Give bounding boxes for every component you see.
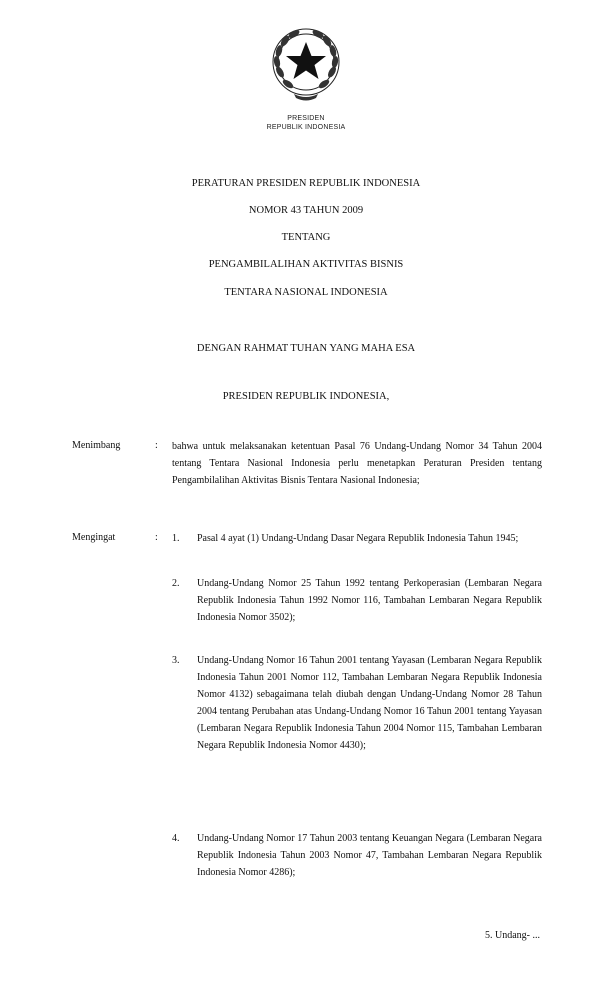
menimbang-label: Menimbang (72, 440, 121, 451)
page-continuation: 5. Undang- ... (485, 930, 540, 941)
document-number: NOMOR 43 TAHUN 2009 (248, 205, 364, 216)
office-title: PRESIDEN (287, 115, 325, 122)
list-item-text: Undang-Undang Nomor 17 Tahun 2003 tentang Keuangan Negara (Lembaran Negara Republik Indonesia Tahun 2003 Nomor 47, Tambahan Lembaran Negara Republik Indonesia Nomor 4286); (197, 833, 542, 878)
list-item-text: Pasal 4 ayat (1) Undang-Undang Dasar Negara Republik Indonesia Tahun 1945; (197, 533, 519, 544)
document-subject-line2: TENTARA NASIONAL INDONESIA (224, 287, 388, 298)
issuer: PRESIDEN REPUBLIK INDONESIA, (222, 391, 390, 402)
mengingat-label: Mengingat (72, 532, 116, 543)
list-item (172, 530, 542, 547)
document-title: PERATURAN PRESIDEN REPUBLIK INDONESIA (191, 178, 421, 189)
invocation: DENGAN RAHMAT TUHAN YANG MAHA ESA (196, 343, 416, 354)
document-about: TENTANG (281, 232, 331, 243)
list-item (172, 575, 542, 626)
list-item-number: 3. (172, 655, 180, 666)
list-item-number: 2. (172, 578, 180, 589)
list-item (172, 652, 542, 754)
list-item-text: Undang-Undang Nomor 16 Tahun 2001 tentang Yayasan (Lembaran Negara Republik Indonesia Tahun 2001 Nomor 112, Tambahan Lembaran Negara Republik Indonesia Nomor 4132) sebagaimana telah diubah dengan Undang-Undang Nomor 28 Tahun 2004 tentang Perubahan atas Undang-Undang Nomor 16 Tahun 2001 tentang Yayasan (Lembaran Negara Republik Indonesia Tahun 2004 Nomor 115, Tambahan Lembaran Negara Republik Indonesia Nomor 4430); (197, 655, 542, 751)
menimbang-colon: : (155, 440, 158, 451)
mengingat-colon: : (155, 532, 158, 543)
document-subject-line1: PENGAMBILALIHAN AKTIVITAS BISNIS (208, 259, 404, 270)
list-item (172, 830, 542, 881)
menimbang-text: bahwa untuk melaksanakan ketentuan Pasal 76 Undang-Undang Nomor 34 Tahun 2004 tentang Tentara Nasional Indonesia perlu menetapkan Peraturan Presiden tentang Pengambilalihan Aktivitas Bisnis Tentara Nasional Indonesia; (172, 441, 542, 486)
list-item-number: 1. (172, 533, 180, 544)
presidential-seal-icon (266, 24, 346, 112)
list-item-text: Undang-Undang Nomor 25 Tahun 1992 tentang Perkoperasian (Lembaran Negara Republik Indonesia Tahun 1992 Nomor 116, Tambahan Lembaran Negara Republik Indonesia Nomor 3502); (197, 578, 542, 623)
office-subtitle: REPUBLIK INDONESIA (266, 124, 346, 131)
list-item-number: 4. (172, 833, 180, 844)
